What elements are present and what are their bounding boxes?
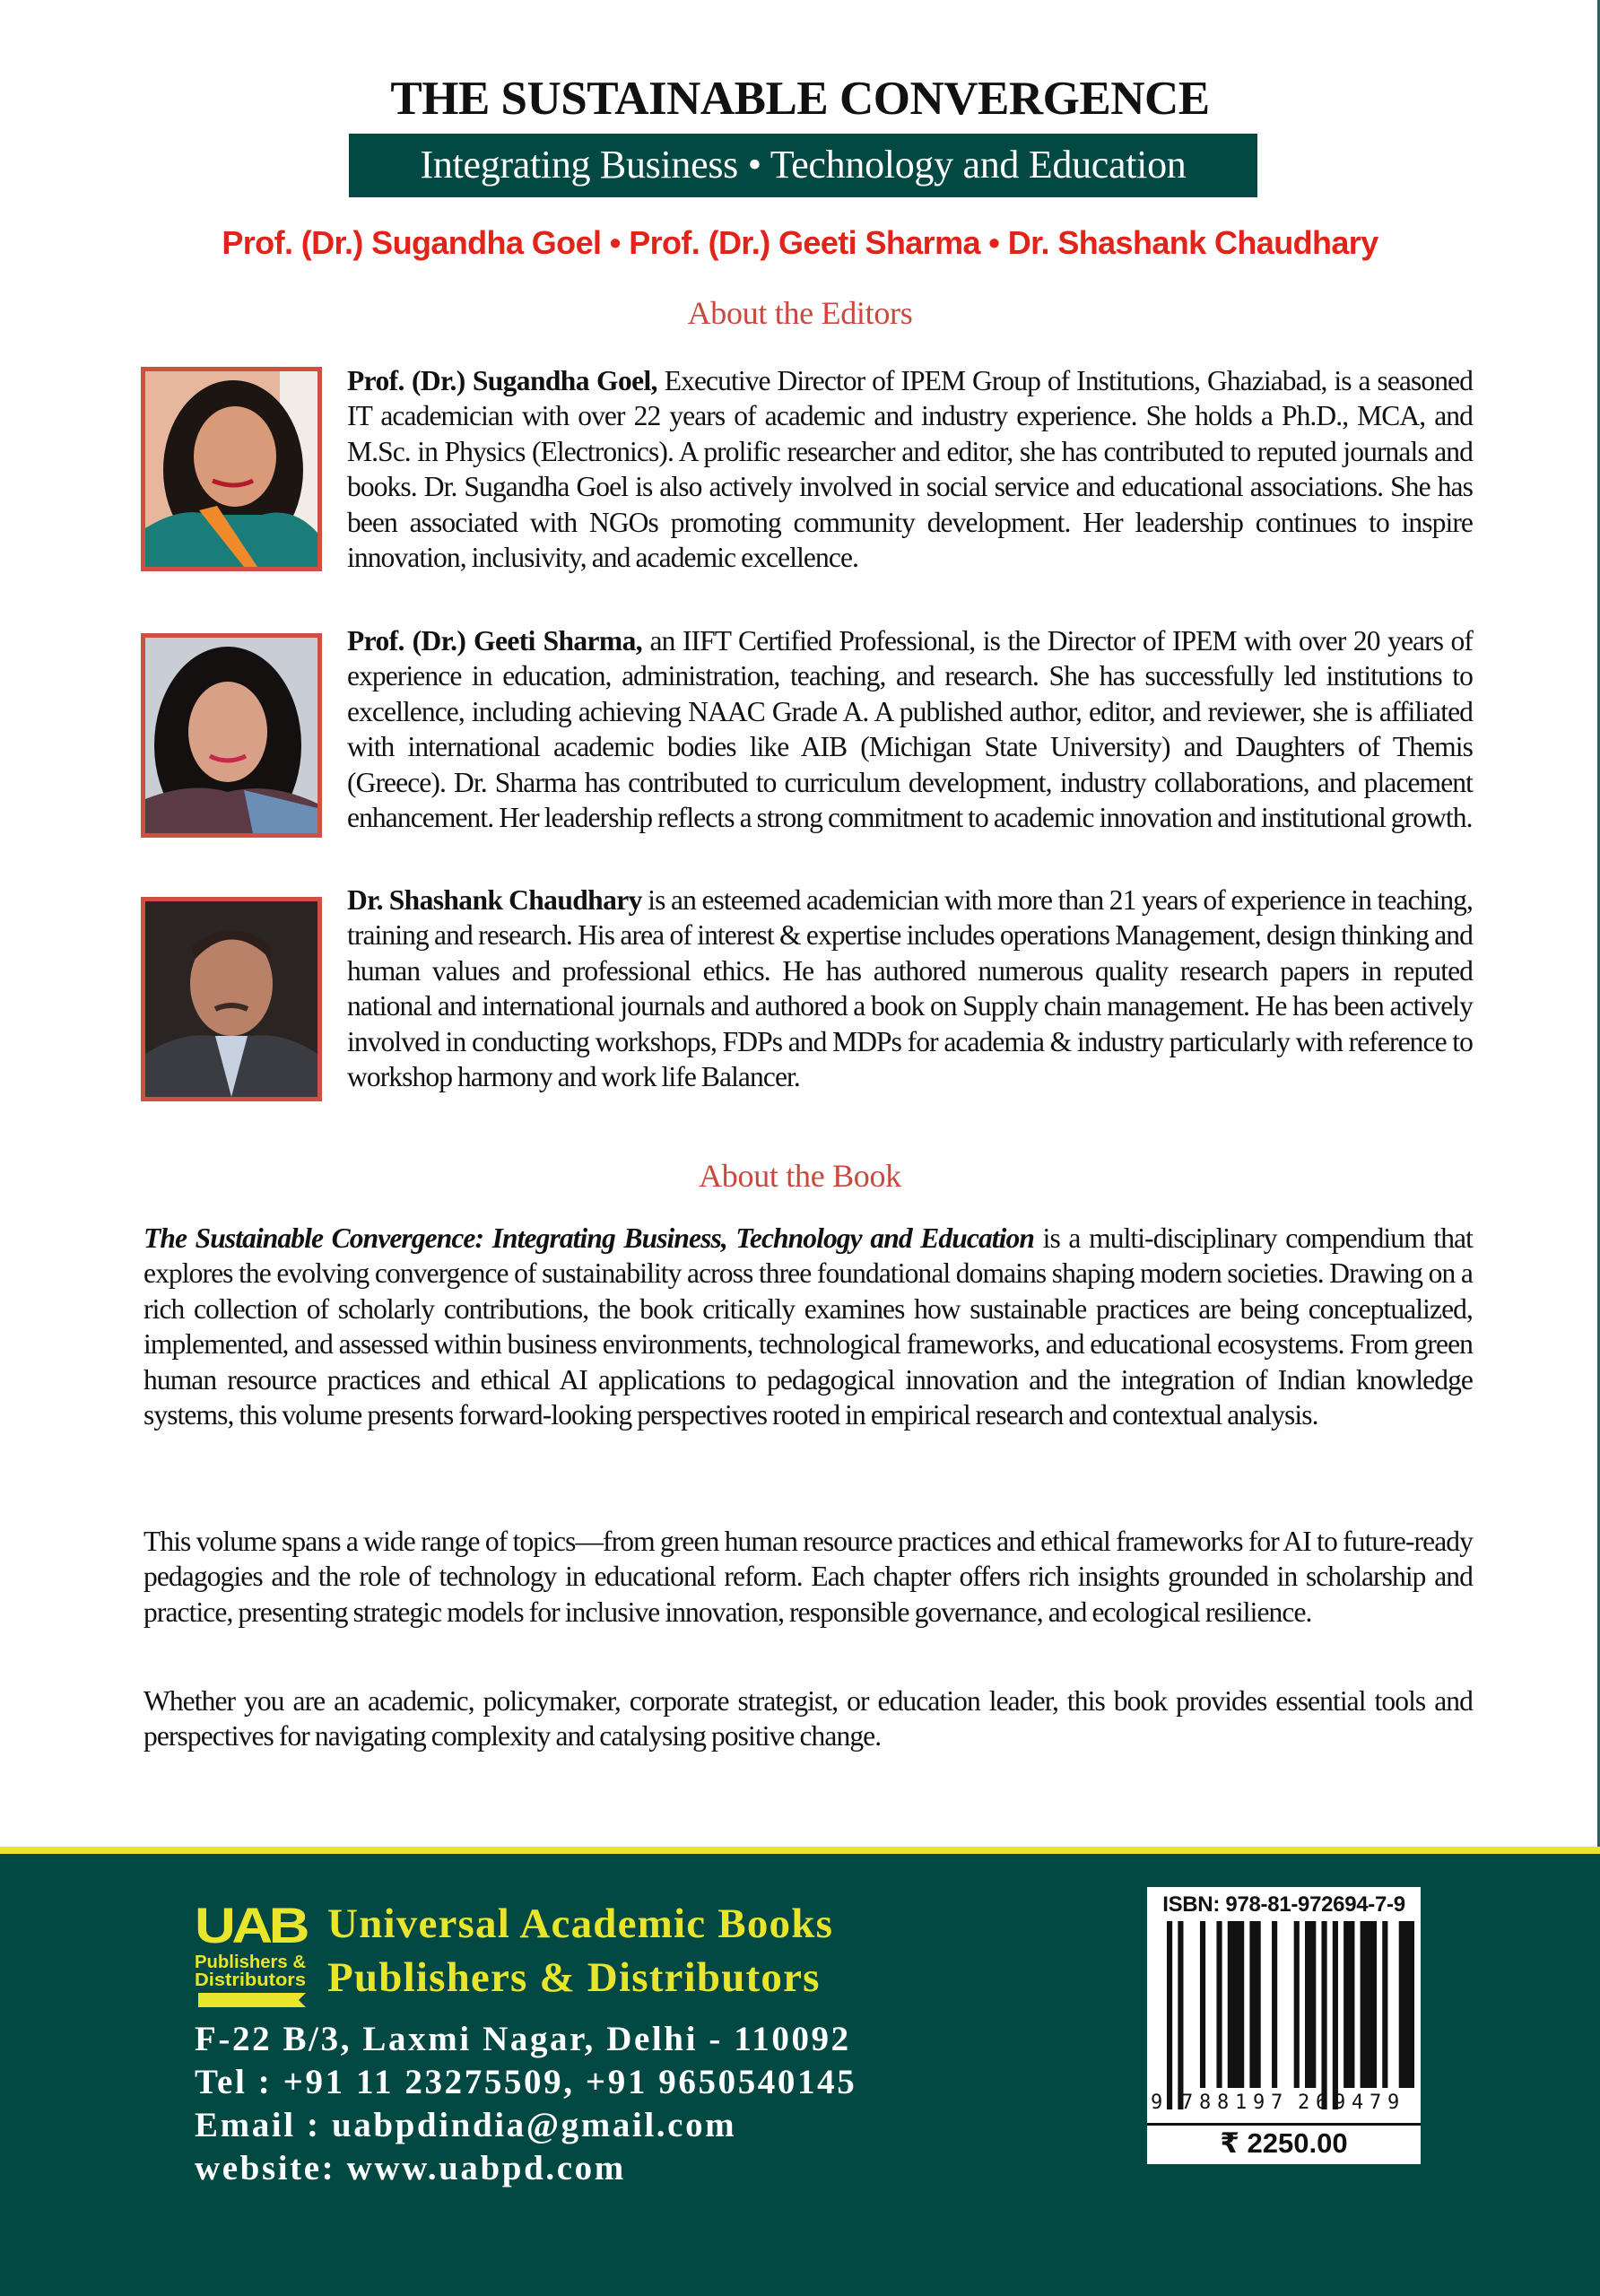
editor-bio-sharma — [347, 623, 1473, 835]
editor-bio-text: is an esteemed academician with more than 21 years of experience in teaching, training and research. His area of interest & expertise includes operations Management, design thinking and human values and professional ethics. He has authored numerous quality research papers in reputed national and international journals and authored a book on Supply chain management. He has been actively involved in conducting workshops, FDPs and MDPs for academia & industry particularly with reference to workshop harmony and work life Balancer. — [347, 884, 1473, 1093]
barcode-bar — [1216, 1921, 1222, 2088]
publisher-name-line-2: Publishers & Distributors — [327, 1954, 821, 2001]
barcode-digit: 7 — [1271, 2092, 1283, 2114]
isbn-barcode-box — [1147, 1887, 1421, 2164]
barcode-bar — [1249, 1921, 1260, 2088]
editor-photo-chaudhary — [141, 897, 322, 1101]
authors-line: Prof. (Dr.) Sugandha Goel • Prof. (Dr.) Geeti Sharma • Dr. Shashank Chaudhary — [222, 224, 1378, 261]
publisher-phone: Tel : +91 11 23275509, +91 9650540145 — [195, 2063, 857, 2101]
editor-bio-text: an IIFT Certified Professional, is the Director of IPEM with over 20 years of experience in education, administration, teaching, and research. She has successfully led institutions to excellence, including achieving NAAC Grade A. A published author, editor, and reviewer, she is affiliated with international academic bodies like AIB (Michigan State University) and Daughters of Themis (Greece). Dr. Sharma has contributed to curriculum development, industry collaborations, and placement enhancement. Her leadership reflects a strong commitment to academic innovation and institutional growth. — [347, 625, 1473, 834]
barcode-digit: 7 — [1370, 2092, 1382, 2114]
editor-name: Dr. Shashank Chaudhary — [347, 884, 642, 916]
publisher-name-line-1: Universal Academic Books — [327, 1900, 834, 1947]
publisher-website[interactable]: website: www.uabpd.com — [195, 2149, 626, 2187]
barcode-digit: 4 — [1352, 2092, 1364, 2114]
book-paragraph-3: Whether you are an academic, policymaker, corporate strategist, or education leader, this book provides essential tools and perspectives for navigating complexity and catalysing positive change. — [143, 1685, 1473, 1752]
book-heading: About the Book — [699, 1158, 901, 1194]
barcode-digit: 8 — [1217, 2092, 1230, 2114]
logo-letters: UAB — [195, 1900, 308, 1953]
publisher-email[interactable]: Email : uabpdindia@gmail.com — [195, 2106, 737, 2144]
book-subtitle: Integrating Business • Technology and Education — [420, 143, 1187, 187]
barcode-digit: 9 — [1334, 2092, 1346, 2114]
editor-bio-text: Executive Director of IPEM Group of Institutions, Ghaziabad, is a seasoned IT academician with over 22 years of academic and industry experience. She holds a Ph.D., MCA, and M.Sc. in Physics (Electronics). A prolific researcher and editor, she has contributed to reputed journals and books. Dr. Sugandha Goel is also actively involved in social service and educational associations. She has been associated with NGOs promoting community development. Her leadership continues to inspire innovation, inclusivity, and academic excellence. — [347, 365, 1473, 574]
editor-bio-goel — [347, 363, 1473, 575]
barcode-digit: 1 — [1235, 2092, 1248, 2114]
portrait-woman-icon — [145, 371, 317, 567]
logo-line-2: Distributors — [195, 1970, 306, 1990]
barcode-bar — [1361, 1921, 1377, 2088]
barcode-digit: 8 — [1199, 2092, 1212, 2114]
editor-name: Prof. (Dr.) Sugandha Goel, — [347, 365, 657, 396]
barcode-digit: 6 — [1316, 2092, 1328, 2114]
editor-name: Prof. (Dr.) Geeti Sharma, — [347, 625, 643, 657]
price-label: ₹ 2250.00 — [1220, 2127, 1348, 2159]
barcode-bar — [1200, 1921, 1205, 2088]
editor-photo-goel — [141, 367, 322, 571]
barcode-digits — [1147, 2092, 1421, 2118]
editor-bio-chaudhary — [347, 883, 1473, 1094]
editors-heading: About the Editors — [687, 295, 913, 331]
barcode-bar — [1382, 1921, 1387, 2088]
book-intro-text: is a multi-disciplinary compendium that explores the evolving convergence of sustainability across three foundational domains shaping modern societies. Drawing on a rich collection of scholarly contributions, the book critically examines how sustainable practices are being conceptualized, implemented, and assessed within business environments, technological frameworks, and educational ecosystems. From green human resource practices and ethical AI applications to pedagogical innovation and the integration of Indian knowledge systems, this volume presents forward-looking perspectives rooted in empirical research and contextual analysis. — [143, 1222, 1473, 1431]
book-subtitle-band — [349, 134, 1257, 197]
publisher-address: F-22 B/3, Laxmi Nagar, Delhi - 110092 — [195, 2020, 851, 2058]
book-paragraph-2: This volume spans a wide range of topics—from green human resource practices and ethical frameworks for AI to future-ready pedagogies and the role of technology in educational reform. Each chapter offers rich insights grounded in scholarship and practice, presenting strategic models for inclusive innovation, responsible governance, and ecological resilience. — [143, 1526, 1473, 1628]
barcode-bar — [1321, 1921, 1326, 2109]
barcode-bar — [1167, 1921, 1172, 2109]
price-divider — [1147, 2123, 1421, 2126]
logo-book-shape — [198, 1993, 306, 2007]
barcode-digit: 9 — [1387, 2092, 1400, 2114]
portrait-woman-icon — [145, 638, 317, 833]
barcode-icon — [1154, 1921, 1414, 2117]
barcode-bar — [1343, 1921, 1354, 2088]
isbn-label: ISBN: 978-81-972694-7-9 — [1162, 1892, 1405, 1917]
barcode-bar — [1294, 1921, 1300, 2088]
barcode-digit: 2 — [1298, 2092, 1310, 2114]
book-paragraph-intro — [143, 1221, 1473, 1432]
barcode-bar — [1272, 1921, 1277, 2088]
barcode-bar — [1178, 1921, 1183, 2109]
barcode-bar — [1399, 1921, 1414, 2088]
publisher-logo-icon — [193, 1900, 309, 2007]
editor-photo-sharma — [141, 633, 322, 838]
barcode-digit: 9 — [1253, 2092, 1265, 2114]
barcode-bar — [1228, 1921, 1244, 2088]
portrait-man-icon — [145, 901, 317, 1097]
barcode-digit: 9 — [1151, 2092, 1163, 2114]
barcode-digit: 7 — [1181, 2092, 1194, 2114]
footer-accent-line — [0, 1847, 1600, 1854]
book-title: THE SUSTAINABLE CONVERGENCE — [390, 73, 1210, 125]
book-title-italic: The Sustainable Convergence: Integrating Business, Technology and Education — [143, 1222, 1034, 1254]
logo-line-1: Publishers & — [195, 1952, 306, 1972]
barcode-bar — [1333, 1921, 1338, 2109]
barcode-bar — [1305, 1921, 1316, 2088]
